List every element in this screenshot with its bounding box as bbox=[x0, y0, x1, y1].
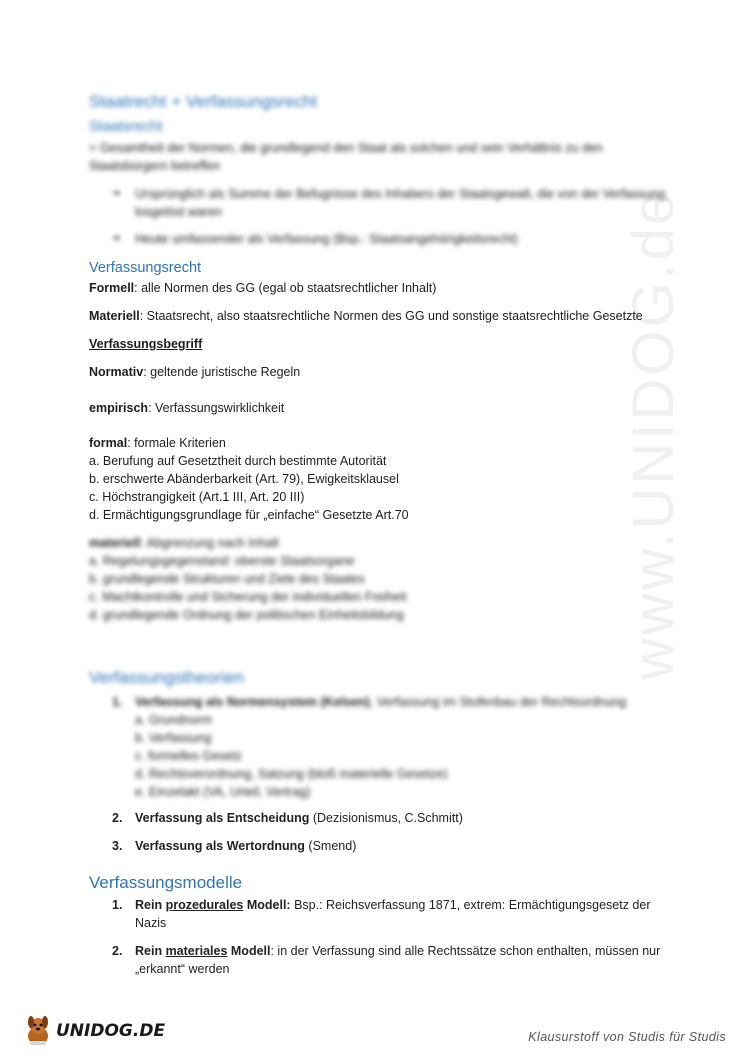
label-formell: Formell bbox=[89, 281, 135, 295]
dog-mascot-icon bbox=[22, 1014, 54, 1048]
subtitle-staatsrecht: Staatsrecht bbox=[89, 119, 163, 135]
text-formell: : alle Normen des GG (egal ob staatsrechtlicher Inhalt) bbox=[134, 281, 437, 295]
model-1-text: Bsp.: Reichsverfassung 1871, extrem: Ermächtigungsgesetz der bbox=[290, 898, 651, 912]
line-formell bbox=[89, 279, 436, 297]
theory-1-bold: Verfassung als Normensystem (Kelsen) bbox=[135, 695, 370, 709]
bullet-text-1a: Ursprünglich als Summe der Befugnisse des Inhabers der Staatsgewalt, die von der Verfassung bbox=[135, 187, 666, 201]
theory-2-number: 2. bbox=[112, 811, 123, 825]
model-1-bold-a: Rein bbox=[135, 898, 166, 912]
bullet-text-2: Heute umfassender als Verfassung (Bsp.: Staatsangehörigkeitsrecht) bbox=[135, 232, 518, 246]
model-2-underlined: materiales bbox=[165, 944, 228, 958]
model-2-number: 2. bbox=[112, 944, 123, 958]
materiell-item-d: d. grundlegende Ordnung der politischen Einheitsbildung bbox=[89, 608, 404, 622]
arrow-bullet-icon: ➔ bbox=[112, 233, 121, 244]
arrow-bullet-icon: ➔ bbox=[112, 188, 121, 199]
model-1-number: 1. bbox=[112, 898, 123, 912]
formal-item-a: a. Berufung auf Gesetztheit durch bestimmte Autorität bbox=[89, 454, 387, 468]
label-formal: formal bbox=[89, 436, 128, 450]
text-formal: : formale Kriterien bbox=[127, 436, 226, 450]
theory-1-item-c: c. formelles Gesetz bbox=[135, 749, 242, 763]
section-title-staatsrecht: Staatrecht + Verfassungsrecht bbox=[89, 92, 318, 111]
theory-2 bbox=[135, 809, 463, 827]
model-2-text-cont: „erkannt“ werden bbox=[135, 962, 230, 976]
unidog-logo bbox=[22, 1014, 165, 1048]
section-title-verfassungstheorien: Verfassungstheorien bbox=[89, 668, 244, 687]
line-empirisch bbox=[89, 399, 284, 417]
label-normativ: Normativ bbox=[89, 365, 144, 379]
model-1-bold-b: Modell: bbox=[243, 898, 291, 912]
model-2-bold-b: Modell bbox=[227, 944, 271, 958]
theory-1-item-b: b. Verfassung bbox=[135, 731, 212, 745]
line-normativ bbox=[89, 363, 300, 381]
formal-item-d: d. Ermächtigungsgrundlage für „einfache“ Gesetzte Art.70 bbox=[89, 508, 409, 522]
formal-item-c: c. Höchstrangigkeit (Art.1 III, Art. 20 III) bbox=[89, 490, 305, 504]
theory-1-item-d: d. Rechtsverordnung, Satzung (bloß materielle Gesetze) bbox=[135, 767, 448, 781]
model-1-underlined: prozedurales bbox=[165, 898, 244, 912]
theory-2-text: (Dezisionismus, C.Schmitt) bbox=[309, 811, 463, 825]
section-title-verfassungsmodelle: Verfassungsmodelle bbox=[89, 873, 243, 892]
theory-2-bold: Verfassung als Entscheidung bbox=[135, 811, 310, 825]
line-materiell-2 bbox=[89, 534, 279, 552]
heading-verfassungsbegriff: Verfassungsbegriff bbox=[89, 337, 203, 351]
logo-text: UNIDOG.DE bbox=[56, 1021, 166, 1041]
model-1-text-cont: Nazis bbox=[135, 916, 167, 930]
line-formal bbox=[89, 434, 226, 452]
model-1 bbox=[135, 896, 651, 914]
theory-1 bbox=[135, 693, 626, 711]
formal-item-b: b. erschwerte Abänderbarkeit (Art. 79), Ewigkeitsklausel bbox=[89, 472, 399, 486]
theory-3-bold: Verfassung als Wertordnung bbox=[135, 839, 305, 853]
model-2 bbox=[135, 942, 660, 960]
label-materiell-2: materiell bbox=[89, 536, 141, 550]
text-materiell: : Staatsrecht, also staatsrechtliche Normen des GG und sonstige staatsrechtliche Gesetzte bbox=[139, 309, 643, 323]
theory-3 bbox=[135, 837, 356, 855]
text-materiell-2: : Abgrenzung nach Inhalt bbox=[140, 536, 279, 550]
line-materiell bbox=[89, 307, 643, 325]
text-normativ: : geltende juristische Regeln bbox=[143, 365, 301, 379]
theory-1-item-e: e. Einzelakt (VA, Urteil, Vertrag) bbox=[135, 785, 311, 799]
definition-line-2: Staatsbürgern betreffen bbox=[89, 159, 221, 173]
page-footer bbox=[0, 1012, 750, 1059]
theory-1-item-a: a. Grundnorm bbox=[135, 713, 213, 727]
model-2-text: : in der Verfassung sind alle Rechtssätze schon enthalten, müssen nur bbox=[270, 944, 661, 958]
theory-1-number: 1. bbox=[112, 695, 123, 709]
materiell-item-a: a. Regelungsgegenstand: oberste Staatsorgane bbox=[89, 554, 355, 568]
section-title-verfassungsrecht: Verfassungsrecht bbox=[89, 260, 202, 276]
footer-slogan: Klausurstoff von Studis für Studis bbox=[528, 1030, 726, 1044]
watermark: www.UNIDOG.de bbox=[621, 189, 686, 680]
label-empirisch: empirisch bbox=[89, 401, 149, 415]
bullet-text-1b: losgelöst waren bbox=[135, 205, 222, 219]
definition-line-1: = Gesamtheit der Normen, die grundlegend den Staat als solchen und sein Verhältnis zu den bbox=[89, 141, 603, 155]
text-empirisch: : Verfassungswirklichkeit bbox=[148, 401, 285, 415]
theory-1-text: , Verfassung im Stufenbau der Rechtsordnung bbox=[369, 695, 627, 709]
theory-3-number: 3. bbox=[112, 839, 123, 853]
model-2-bold-a: Rein bbox=[135, 944, 166, 958]
materiell-item-b: b. grundlegende Strukturen und Ziele des Staates bbox=[89, 572, 365, 586]
materiell-item-c: c. Machtkontrolle und Sicherung der individuellen Freiheit bbox=[89, 590, 407, 604]
theory-3-text: (Smend) bbox=[304, 839, 357, 853]
label-materiell: Materiell bbox=[89, 309, 140, 323]
